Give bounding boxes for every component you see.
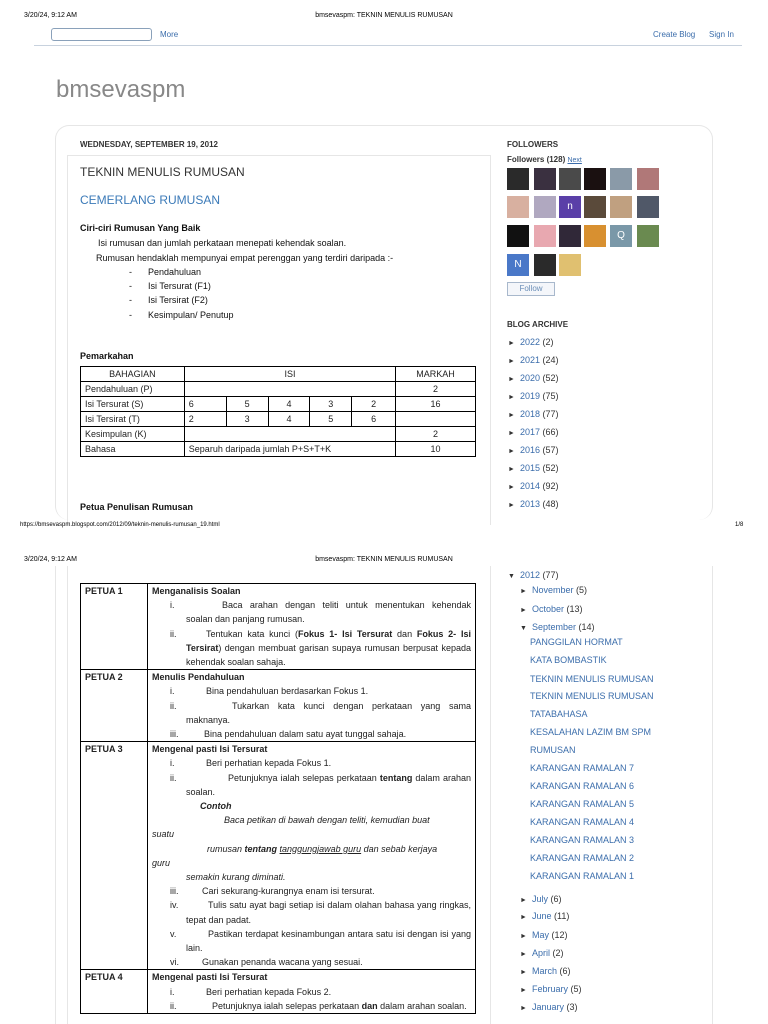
table-row [81, 670, 476, 742]
table-row [81, 742, 476, 970]
row-label: Isi Tersurat (S) [81, 397, 185, 412]
expand-arrow-icon[interactable]: ► [520, 969, 527, 976]
print-timestamp: 3/20/24, 9:12 AM [24, 556, 77, 563]
petua-point: Pastikan terdapat kesinambungan antara satu isi dengan isi yang lain. [186, 928, 471, 954]
avatar[interactable] [559, 168, 581, 190]
archive-month-october[interactable]: ► October (13) [520, 604, 583, 614]
collapse-arrow-icon[interactable]: ▼ [520, 625, 527, 632]
archive-month-june[interactable]: ► June (11) [520, 911, 570, 921]
archive-month-may[interactable]: ► May (12) [520, 930, 568, 940]
expand-arrow-icon[interactable]: ► [508, 466, 515, 473]
expand-arrow-icon[interactable]: ► [508, 340, 515, 347]
row-label: Isi Tersirat (T) [81, 412, 185, 427]
marking-table [80, 366, 476, 457]
isi-cell: 5 [226, 397, 268, 412]
avatar[interactable]: Q [610, 225, 632, 247]
expand-arrow-icon[interactable]: ► [508, 358, 515, 365]
example-text: guru [152, 857, 171, 868]
example-text: semakin kurang diminati. [186, 872, 286, 883]
post-title: TEKNIN MENULIS RUMUSAN [80, 165, 245, 179]
row-label: Pendahuluan (P) [81, 382, 185, 397]
expand-arrow-icon[interactable]: ► [508, 412, 515, 419]
archive-item-2021[interactable]: ► 2021 (24) [508, 355, 559, 365]
empty-cell [184, 382, 395, 397]
avatar[interactable]: n [559, 196, 581, 218]
archive-month-january[interactable]: ► January (3) [520, 1002, 578, 1012]
roman-numeral: ii. [170, 772, 177, 783]
collapse-arrow-icon[interactable]: ▼ [508, 573, 515, 580]
bullet-dash: - [129, 295, 132, 305]
roman-numeral: i. [170, 986, 175, 997]
avatar[interactable] [534, 254, 556, 276]
roman-numeral: v. [170, 928, 177, 939]
isi-cell: 6 [352, 412, 396, 427]
isi-cell: 6 [184, 397, 226, 412]
markah-cell: 16 [396, 397, 476, 412]
empty-cell [396, 412, 476, 427]
avatar[interactable] [637, 168, 659, 190]
bullet-dash: - [129, 267, 132, 277]
archive-month-november[interactable]: ► November (5) [520, 585, 588, 595]
expand-arrow-icon[interactable]: ► [508, 448, 515, 455]
search-input[interactable] [51, 28, 152, 41]
blog-title[interactable]: bmsevaspm [56, 76, 186, 103]
isi-cell: 4 [268, 397, 310, 412]
avatar[interactable] [584, 168, 606, 190]
expand-arrow-icon[interactable]: ► [508, 430, 515, 437]
print-doc-title: bmsevaspm: TEKNIN MENULIS RUMUSAN [315, 556, 453, 563]
archive-month-february[interactable]: ► February (5) [520, 984, 582, 994]
expand-arrow-icon[interactable]: ► [520, 897, 527, 904]
archive-month-march[interactable]: ► March (6) [520, 966, 571, 976]
isi-cell: 5 [310, 412, 352, 427]
bullet-dash: - [129, 281, 132, 291]
petua-key: PETUA 4 [81, 970, 148, 1014]
archive-post-link[interactable]: KARANGAN RAMALAN 6 [530, 781, 635, 791]
archive-post-link[interactable]: KARANGAN RAMALAN 4 [530, 817, 635, 827]
archive-item-2016[interactable]: ► 2016 (57) [508, 445, 559, 455]
row-label: Kesimpulan (K) [81, 427, 185, 442]
markah-cell: 2 [396, 382, 476, 397]
archive-item-2022[interactable]: ► 2022 (2) [508, 337, 554, 347]
avatar[interactable] [610, 196, 632, 218]
markah-cell: 2 [396, 427, 476, 442]
avatar[interactable] [507, 196, 529, 218]
markah-cell: 10 [396, 442, 476, 457]
expand-arrow-icon[interactable]: ► [520, 607, 527, 614]
archive-item-2012[interactable]: ▼ 2012 (77) [508, 570, 559, 580]
ciri-heading: Ciri-ciri Rumusan Yang Baik [80, 223, 201, 233]
petua-point: Tulis satu ayat bagi setiap isi dalam olahan bahasa yang ringkas, tepat dan padat. [186, 900, 471, 925]
avatar[interactable] [637, 196, 659, 218]
ciri-line-1: Isi rumusan dan jumlah perkataan menepati kehendak soalan. [98, 238, 347, 248]
archive-heading: BLOG ARCHIVE [507, 320, 569, 329]
bullet-dash: - [129, 310, 132, 320]
roman-numeral: i. [170, 686, 175, 697]
petua-heading: Petua Penulisan Rumusan [80, 502, 194, 512]
avatar[interactable] [610, 168, 632, 190]
archive-post-link[interactable]: TEKNIN MENULIS RUMUSAN [530, 674, 654, 684]
ciri-line-2: Rumusan hendaklah mempunyai empat perenggan yang terdiri daripada :- [96, 253, 394, 263]
isi-cell: 3 [226, 412, 268, 427]
isi-cell: 4 [268, 412, 310, 427]
archive-item-2019[interactable]: ► 2019 (75) [508, 391, 559, 401]
expand-arrow-icon[interactable]: ► [520, 951, 527, 958]
avatar[interactable] [507, 168, 529, 190]
petua-point: Tentukan kata kunci (Fokus 1- Isi Tersurat dan Fokus 2- Isi Tersirat) dengan membuat garisan supaya rumusan berpusat kepada kehendak soalan sahaja. [186, 628, 471, 668]
ciri-item: Pendahuluan [148, 267, 202, 277]
roman-numeral: iii. [170, 886, 179, 897]
ciri-item: Kesimpulan/ Penutup [148, 310, 234, 320]
empty-cell [184, 427, 395, 442]
table-row [81, 442, 476, 457]
expand-arrow-icon[interactable]: ► [508, 394, 515, 401]
expand-arrow-icon[interactable]: ► [520, 933, 527, 940]
petua-point: Petunjuknya ialah selepas perkataan dan dalam arahan soalan. [212, 1000, 467, 1011]
archive-item-2015[interactable]: ► 2015 (52) [508, 463, 559, 473]
table-row [81, 427, 476, 442]
archive-post-link[interactable]: KARANGAN RAMALAN 7 [530, 763, 635, 773]
pemarkahan-heading: Pemarkahan [80, 351, 134, 361]
create-blog-link[interactable]: Create Blog [653, 30, 696, 39]
avatar[interactable] [584, 196, 606, 218]
print-doc-title: bmsevaspm: TEKNIN MENULIS RUMUSAN [315, 12, 453, 19]
ciri-item: Isi Tersurat (F1) [148, 281, 211, 291]
roman-numeral: iv. [170, 900, 179, 911]
archive-post-link[interactable]: KARANGAN RAMALAN 1 [530, 871, 635, 881]
example-text: rumusan tentang tanggungjawab guru dan sebab kerjaya [207, 843, 438, 854]
archive-post-link[interactable]: KARANGAN RAMALAN 2 [530, 853, 635, 863]
archive-post-link[interactable]: RUMUSAN [530, 745, 576, 755]
archive-post-link[interactable]: PANGGILAN HORMAT [530, 637, 623, 647]
footer-url: https://bmsevaspm.blogspot.com/2012/09/teknin-menulis-rumusan_19.html [20, 522, 220, 528]
archive-month-september[interactable]: ▼ September (14) [520, 622, 595, 632]
archive-item-2020[interactable]: ► 2020 (52) [508, 373, 559, 383]
petua-key: PETUA 1 [81, 584, 148, 670]
archive-month-april[interactable]: ► April (2) [520, 948, 564, 958]
followers-next-link[interactable]: Next [567, 157, 582, 164]
petua-title: Menulis Pendahuluan [152, 672, 245, 683]
petua-key: PETUA 2 [81, 670, 148, 742]
table-row [81, 584, 476, 670]
avatar[interactable] [534, 225, 556, 247]
table-row [81, 367, 476, 382]
expand-arrow-icon[interactable]: ► [520, 987, 527, 994]
petua-title: Menganalisis Soalan [152, 586, 241, 596]
isi-cell: 2 [184, 412, 226, 427]
table-row [81, 382, 476, 397]
avatar[interactable] [584, 225, 606, 247]
expand-arrow-icon[interactable]: ► [508, 484, 515, 491]
archive-month-july[interactable]: ► July (6) [520, 894, 562, 904]
followers-count: Followers (128) [507, 155, 566, 164]
archive-post-link[interactable]: KARANGAN RAMALAN 3 [530, 835, 635, 845]
petua-point: Cari sekurang-kurangnya enam isi tersurat. [202, 886, 375, 897]
table-row [81, 412, 476, 427]
petua-point: Beri perhatian kepada Fokus 1. [206, 758, 332, 769]
petua-point: Gunakan penanda wacana yang sesuai. [202, 957, 363, 968]
post-frame [67, 155, 491, 525]
roman-numeral: ii. [170, 700, 177, 711]
post-date: WEDNESDAY, SEPTEMBER 19, 2012 [80, 140, 218, 149]
petua-title: Mengenal pasti Isi Tersurat [152, 744, 268, 755]
header-bahagian: BAHAGIAN [81, 367, 185, 382]
petua-point: Bina pendahuluan berdasarkan Fokus 1. [206, 686, 369, 697]
petua-point: Petunjuknya ialah selepas perkataan tentang dalam arahan soalan. [186, 772, 471, 797]
petua-point: Baca arahan dengan teliti untuk menentukan kehendak soalan dan panjang rumusan. [186, 600, 471, 625]
roman-numeral: i. [170, 758, 175, 769]
archive-post-link[interactable]: KESALAHAN LAZIM BM SPM [530, 727, 652, 737]
row-label: Bahasa [81, 442, 185, 457]
roman-numeral: iii. [170, 729, 179, 740]
header-markah: MARKAH [396, 367, 476, 382]
avatar[interactable] [637, 225, 659, 247]
archive-post-link[interactable]: TATABAHASA [530, 709, 588, 719]
roman-numeral: i. [170, 600, 175, 611]
roman-numeral: vi. [170, 957, 179, 968]
post-subtitle: CEMERLANG RUMUSAN [80, 193, 221, 207]
avatar[interactable]: N [507, 254, 529, 276]
print-timestamp: 3/20/24, 9:12 AM [24, 12, 77, 19]
sign-in-link[interactable]: Sign In [709, 30, 734, 39]
table-row [81, 970, 476, 1014]
table-row [81, 397, 476, 412]
expand-arrow-icon[interactable]: ► [520, 588, 527, 595]
archive-post-link[interactable]: KATA BOMBASTIK [530, 655, 607, 665]
archive-item-2014[interactable]: ► 2014 (92) [508, 481, 559, 491]
petua-point: Tukarkan kata kunci dengan perkataan yang sama maknanya. [186, 700, 471, 725]
avatar[interactable] [559, 225, 581, 247]
petua-table [80, 583, 476, 1014]
follow-button[interactable]: Follow [507, 282, 555, 296]
isi-cell: 2 [352, 397, 396, 412]
roman-numeral: ii. [170, 1000, 177, 1011]
header-isi: ISI [184, 367, 395, 382]
avatar[interactable] [559, 254, 581, 276]
footer-page-number: 1/8 [735, 522, 744, 528]
expand-arrow-icon[interactable]: ► [508, 376, 515, 383]
petua-point: Beri perhatian kepada Fokus 2. [206, 986, 332, 997]
followers-heading: FOLLOWERS [507, 140, 559, 149]
archive-item-2018[interactable]: ► 2018 (77) [508, 409, 559, 419]
example-text: Baca petikan di bawah dengan teliti, kemudian buat [224, 815, 430, 826]
example-text: suatu [152, 829, 175, 840]
archive-item-2017[interactable]: ► 2017 (66) [508, 427, 559, 437]
roman-numeral: ii. [170, 628, 177, 639]
avatar[interactable] [507, 225, 529, 247]
contoh-label: Contoh [200, 801, 232, 812]
archive-post-link[interactable]: TEKNIN MENULIS RUMUSAN [530, 691, 654, 701]
archive-post-link[interactable]: KARANGAN RAMALAN 5 [530, 799, 635, 809]
petua-key: PETUA 3 [81, 742, 148, 970]
expand-arrow-icon[interactable]: ► [520, 914, 527, 921]
avatar[interactable] [534, 168, 556, 190]
petua-point: Bina pendahuluan dalam satu ayat tunggal sahaja. [204, 729, 407, 740]
blogger-navbar [34, 26, 742, 46]
petua-title: Mengenal pasti Isi Tersurat [152, 972, 268, 983]
avatar[interactable] [534, 196, 556, 218]
more-link[interactable]: More [160, 30, 179, 39]
ciri-item: Isi Tersirat (F2) [148, 295, 208, 305]
isi-cell: 3 [310, 397, 352, 412]
isi-cell: Separuh daripada jumlah P+S+T+K [184, 442, 395, 457]
expand-arrow-icon[interactable]: ► [508, 502, 515, 509]
archive-item-2013[interactable]: ► 2013 (48) [508, 499, 559, 509]
expand-arrow-icon[interactable]: ► [520, 1005, 527, 1012]
